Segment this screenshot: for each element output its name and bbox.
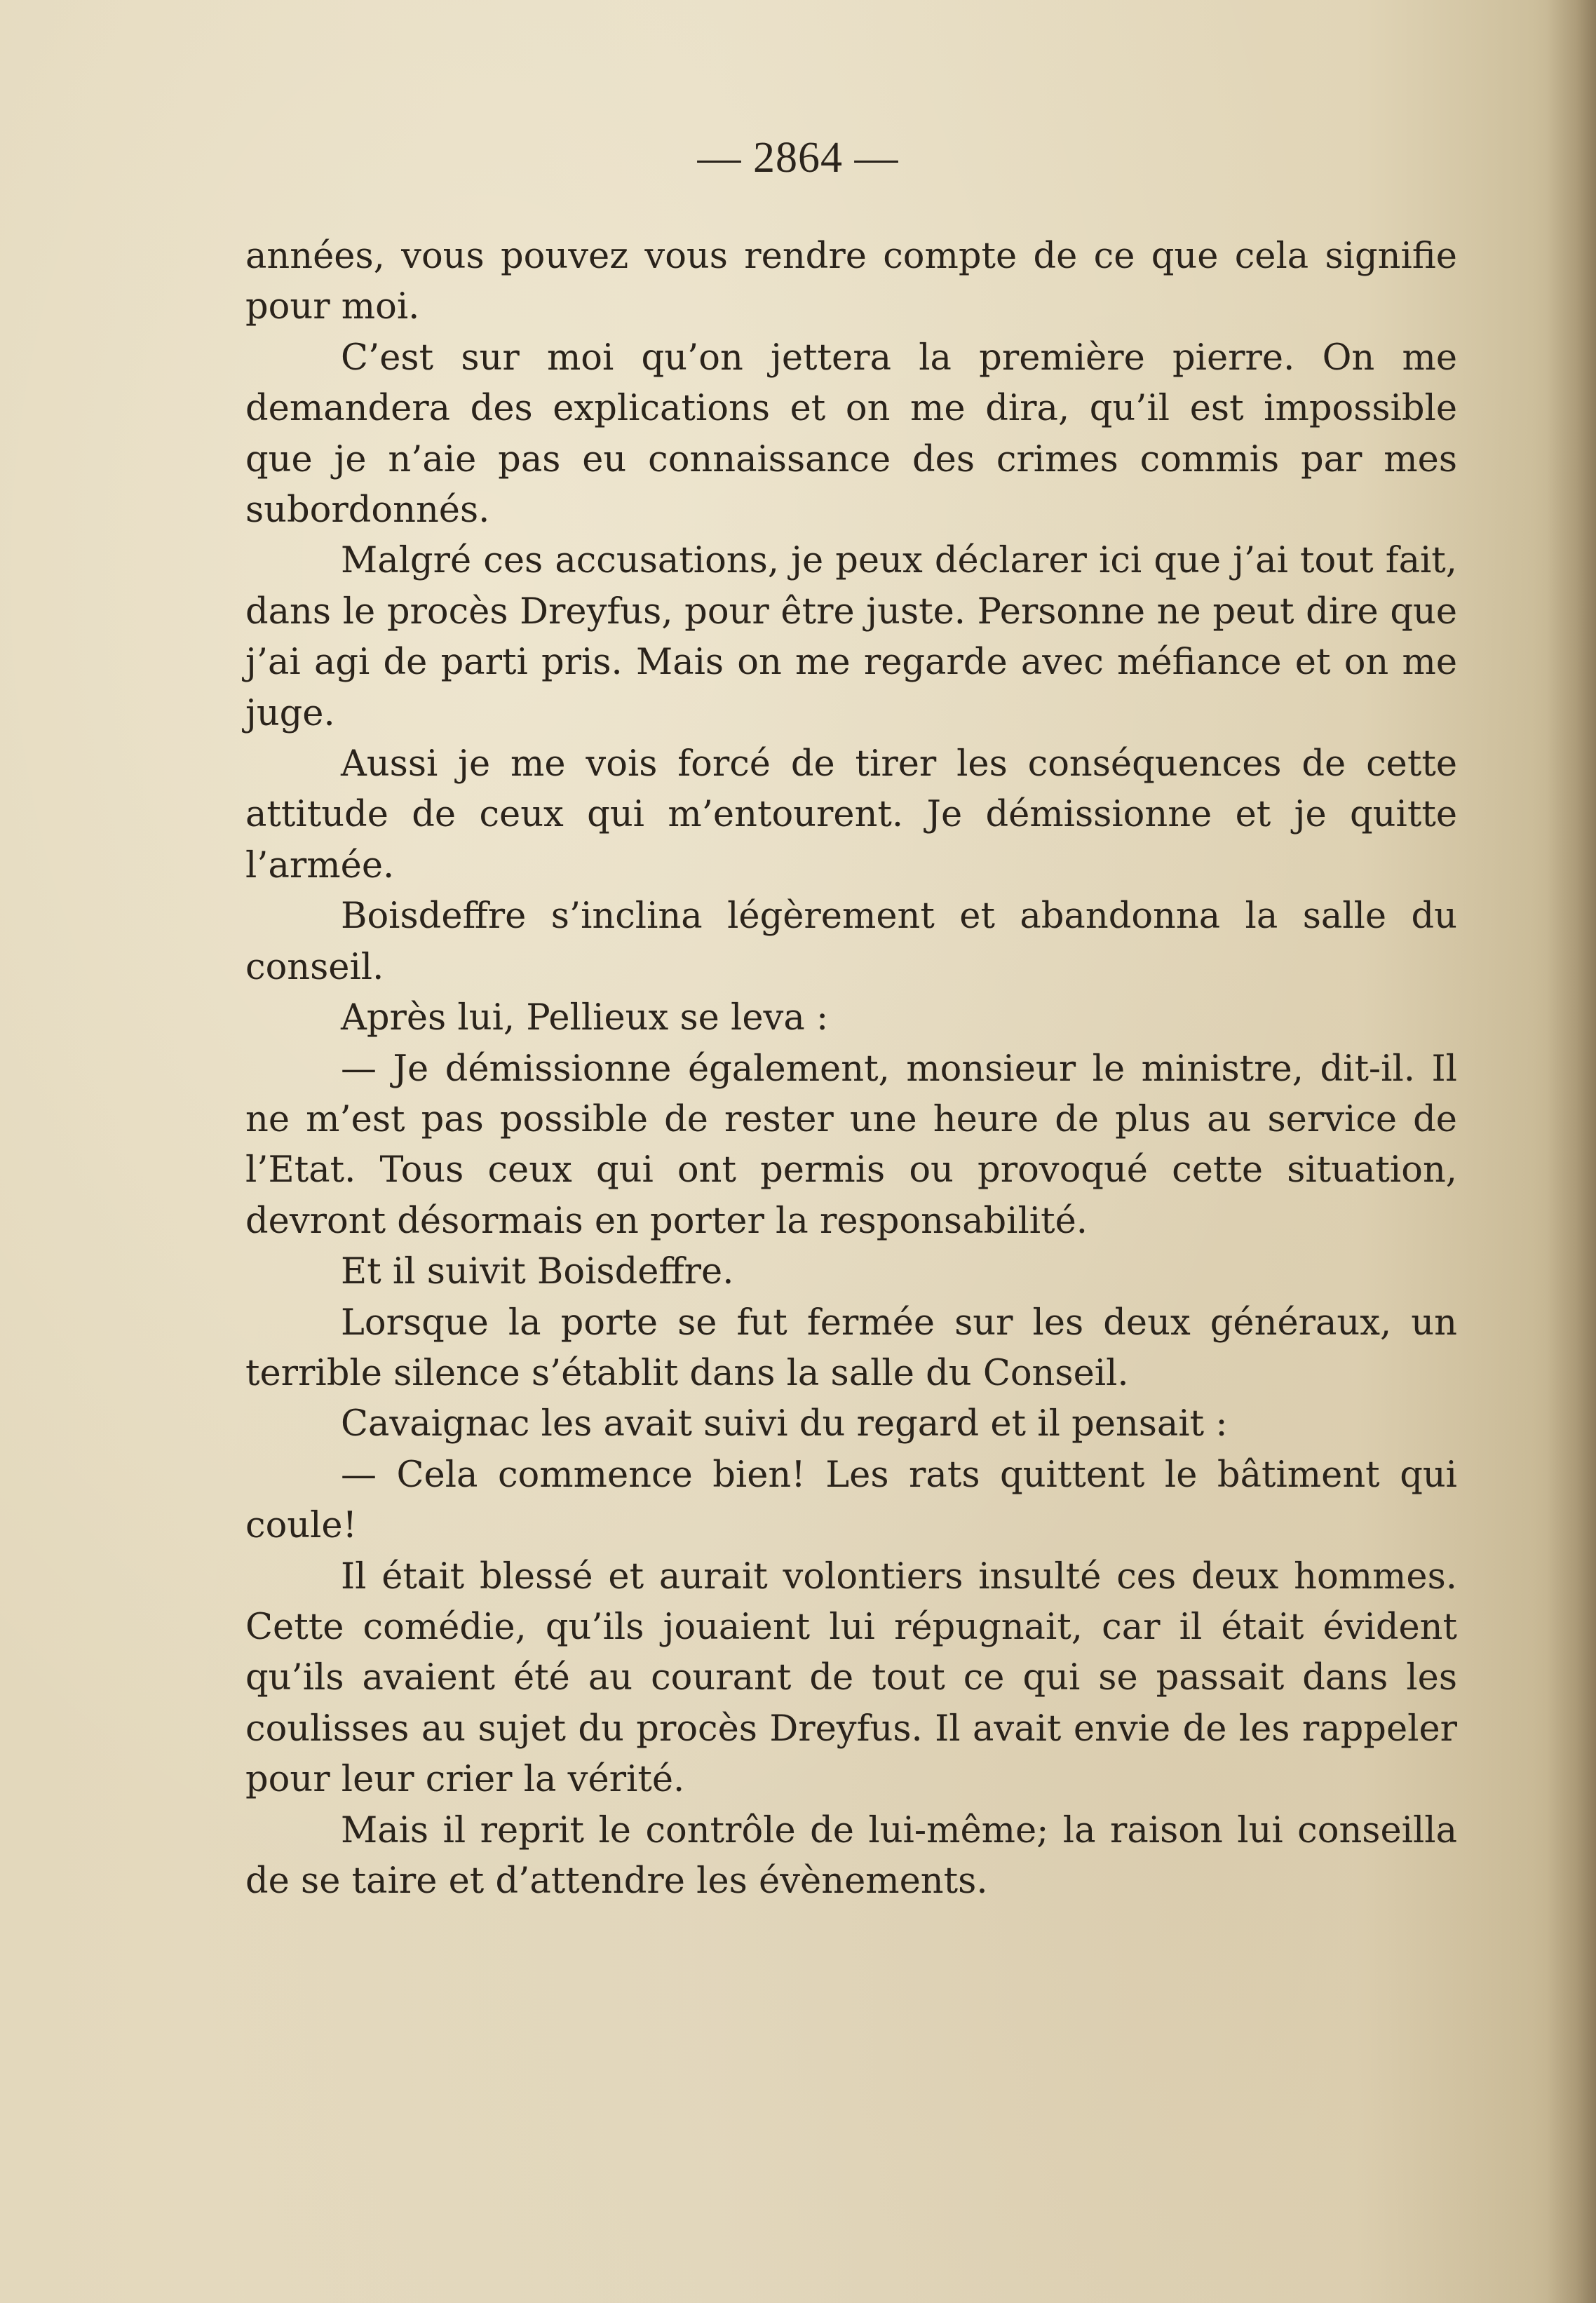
paragraph: — Cela commence bien! Les rats quittent le bâtiment qui coule! [245, 1454, 1457, 1547]
paragraph: Aussi je me vois forcé de tirer les conséquences de cette attitude de ceux qui m’entourent. Je démissionne et je quitte l’armée. [245, 743, 1457, 886]
paragraph: Malgré ces accusations, je peux déclarer ici que j’ai tout fait, dans le procès Dreyfus, pour être juste. Personne ne peut dire que j’ai agi de parti pris. Mais on me regarde avec méfiance et on me juge. [245, 540, 1457, 734]
paragraph: Après lui, Pellieux se leva : [341, 997, 829, 1039]
paragraph: C’est sur moi qu’on jettera la première pierre. On me demandera des explications et on me dira, qu’il est impossible que je n’aie pas eu connaissance des crimes commis par mes subordonnés. [245, 337, 1457, 532]
body-text [245, 231, 1457, 1907]
paragraph: — Je démissionne également, monsieur le ministre, dit-il. Il ne m’est pas possible de rester une heure de plus au service de l’Etat. Tous ceux qui ont permis ou provoqué cette situation, devront désormais en porter la responsabilité. [245, 1048, 1457, 1242]
paragraph: Et il suivit Boisdeffre. [341, 1251, 734, 1293]
paragraph: Boisdeffre s’inclina légèrement et abandonna la salle du conseil. [245, 896, 1457, 988]
paragraph: années, vous pouvez vous rendre compte de ce que cela signifie pour moi. [245, 236, 1457, 328]
page-edge-shadow [1547, 0, 1596, 2303]
paragraph: Lorsque la porte se fut fermée sur les deux généraux, un terrible silence s’établit dans la salle du Conseil. [245, 1302, 1457, 1394]
paragraph: Cavaignac les avait suivi du regard et il pensait : [341, 1403, 1228, 1445]
paragraph: Mais il reprit le contrôle de lui-même; la raison lui conseilla de se taire et d’attendre les évènements. [245, 1809, 1457, 1902]
paragraph: Il était blessé et aurait volontiers insulté ces deux hommes. Cette comédie, qu’ils jouaient lui répugnait, car il était évident qu’ils avaient été au courant de tout ce qui se passait dans les coulisses au sujet du procès Dreyfus. Il avait envie de les rappeler pour leur crier la vérité. [245, 1555, 1457, 1801]
page-number: — 2864 — [697, 134, 899, 182]
